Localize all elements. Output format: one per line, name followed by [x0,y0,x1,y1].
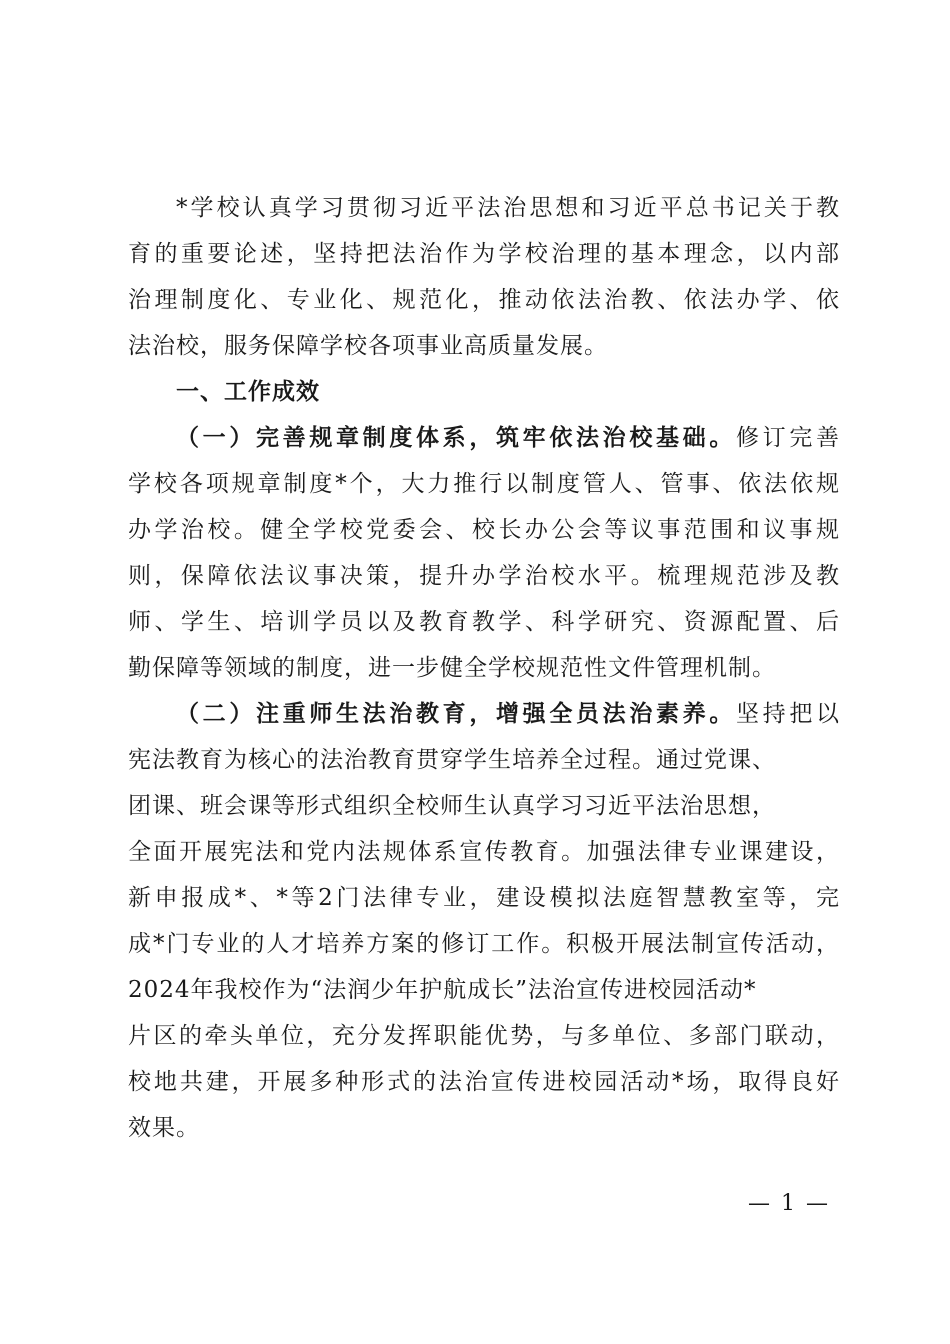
item2-line-8: 片区的牵头单位，充分发挥职能优势，与多单位、多部门联动， [128,1023,840,1049]
item1-line-5: 师、学生、培训学员以及教育教学、科学研究、资源配置、后 [128,609,840,635]
item1-first-line-rest: 修订完善 [736,425,841,451]
item2-first-line-rest: 坚持把以 [736,701,841,727]
item1-line-2: 学校各项规章制度*个，大力推行以制度管人、管事、依法依规 [128,471,840,497]
intro-line-4: 法治校，服务保障学校各项事业高质量发展。 [128,333,608,359]
item2-line-7: 2024年我校作为“法润少年护航成长”法治宣传进校园活动* [128,977,757,1003]
item2-line-2: 宪法教育为核心的法治教育贯穿学生培养全过程。通过党课、 [128,747,776,773]
item2-line-5: 新申报成*、*等2门法律专业，建设模拟法庭智慧教室等，完 [128,885,840,911]
item2-line-10: 效果。 [128,1115,200,1141]
item1-line-3: 办学治校。健全学校党委会、校长办公会等议事范围和议事规 [128,517,840,543]
section-heading: 一、工作成效 [176,379,320,405]
item1-line-4: 则，保障依法议事决策，提升办学治校水平。梳理规范涉及教 [128,563,840,589]
item2-first-line [176,691,840,737]
item2-line-9: 校地共建，开展多种形式的法治宣传进校园活动*场，取得良好 [128,1069,840,1095]
item2-line-4: 全面开展宪法和党内法规体系宣传教育。加强法律专业课建设， [128,839,840,865]
item2-title: （二）注重师生法治教育，增强全员法治素养。 [176,700,736,727]
item1-line-6: 勤保障等领域的制度，进一步健全学校规范性文件管理机制。 [128,655,776,681]
item2-line-6: 成*门专业的人才培养方案的修订工作。积极开展法制宣传活动， [128,931,840,957]
page-number: — 1 — [748,1191,830,1216]
item1-title: （一）完善规章制度体系，筑牢依法治校基础。 [176,424,736,451]
intro-line-3: 治理制度化、专业化、规范化，推动依法治教、依法办学、依 [128,287,840,313]
intro-line-1: *学校认真学习贯彻习近平法治思想和习近平总书记关于教 [176,195,840,221]
item2-line-3: 团课、班会课等形式组织全校师生认真学习习近平法治思想， [128,793,776,819]
item1-first-line [176,415,840,461]
intro-line-2: 育的重要论述，坚持把法治作为学校治理的基本理念，以内部 [128,241,840,267]
